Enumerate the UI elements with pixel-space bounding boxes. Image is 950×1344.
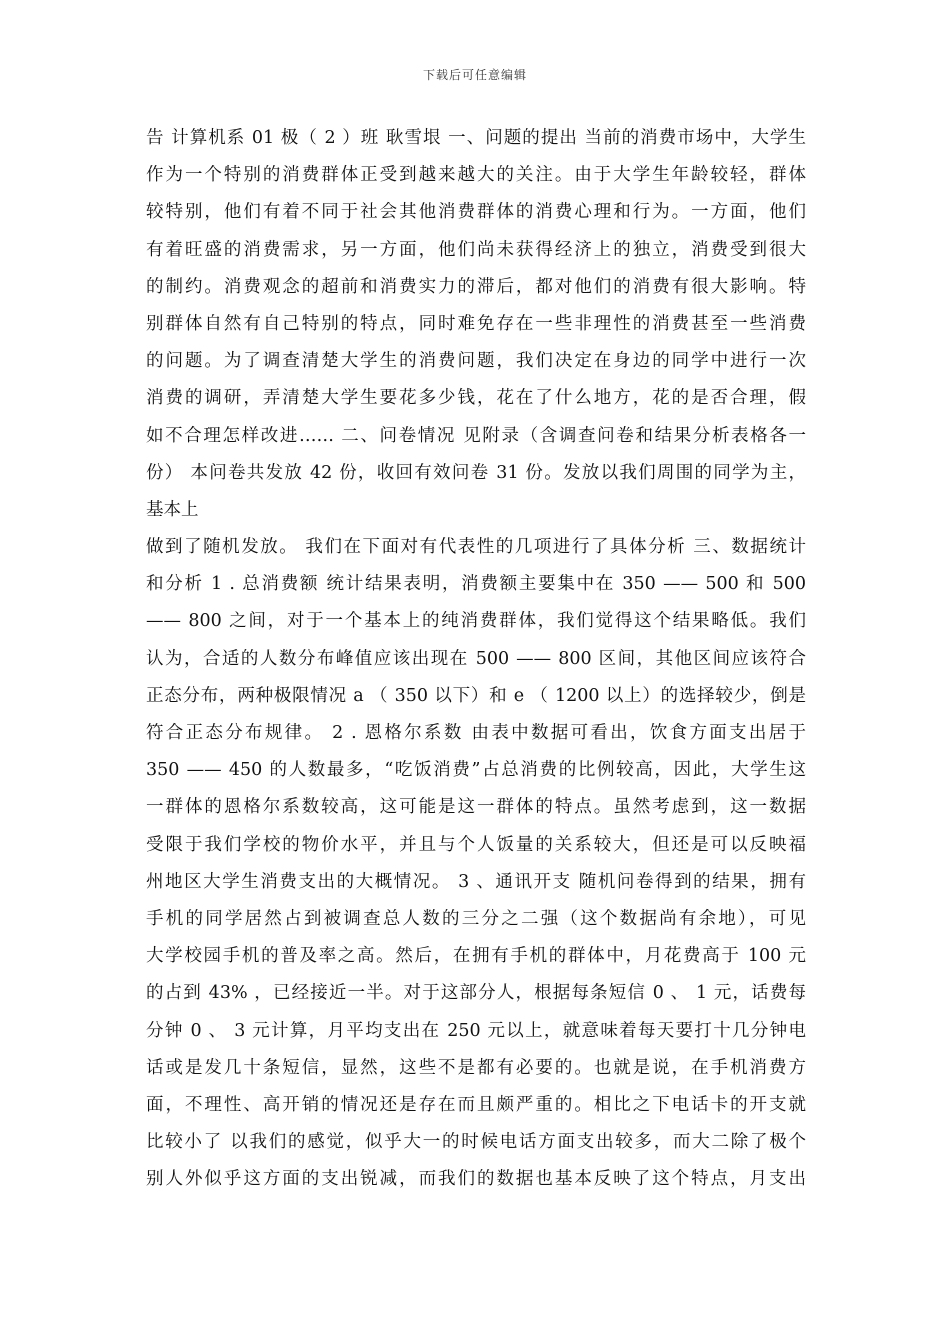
text-line: 比较小了 以我们的感觉，似乎大一的时候电话方面支出较多，而大二除了极个 [146, 1132, 806, 1153]
text-line: 受限于我们学校的物价水平，并且与个人饭量的关系较大，但还是可以反映福 [146, 834, 806, 855]
text-line: 正态分布，两种极限情况 a （ 350 以下）和 e （ 1200 以上）的选择较少，倒是 [146, 685, 806, 706]
text-line: 符合正态分布规律。 2 . 恩格尔系数 由表中数据可看出，饮食方面支出居于 [146, 723, 806, 743]
text-line: 手机的同学居然占到被调查总人数的三分之二强（这个数据尚有余地），可见 [146, 908, 806, 929]
text-line: 的制约。消费观念的超前和消费实力的滞后，都对他们的消费有很大影响。特 [146, 276, 806, 297]
text-line: 有着旺盛的消费需求，另一方面，他们尚未获得经济上的独立，消费受到很大 [146, 239, 806, 260]
text-line: 话或是发几十条短信，显然，这些不是都有必要的。也就是说，在手机消费方 [146, 1057, 806, 1078]
text-line: 的占到 43% ，已经接近一半。对于这部分人，根据每条短信 0 、 1 元，话费每 [146, 983, 806, 1004]
text-line: 和分析 1 . 总消费额 统计结果表明，消费额主要集中在 350 —— 500 和 500 [146, 574, 806, 595]
document-body [146, 120, 806, 1198]
text-line: 的问题。为了调查清楚大学生的消费问题，我们决定在身边的同学中进行一次 [146, 351, 806, 372]
text-line: 告 计算机系 01 极（ 2 ）班 耿雪垠 一、问题的提出 当前的消费市场中，大学生 [146, 128, 806, 148]
text-line: 基本上 [146, 499, 199, 520]
text-line: 如不合理怎样改进…… 二、问卷情况 见附录（含调查问卷和结果分析表格各一 [146, 425, 806, 446]
text-line: 一群体的恩格尔系数较高，这可能是这一群体的特点。虽然考虑到，这一数据 [146, 797, 806, 818]
text-line: 做到了随机发放。 我们在下面对有代表性的几项进行了具体分析 三、数据统计 [146, 537, 806, 558]
text-line: 认为，合适的人数分布峰值应该出现在 500 —— 800 区间，其他区间应该符合 [146, 648, 806, 669]
text-line: 350 —— 450 的人数最多，“吃饭消费”占总消费的比例较高，因此，大学生这 [146, 760, 806, 781]
text-line: —— 800 之间，对于一个基本上的纯消费群体，我们觉得这个结果略低。我们 [146, 611, 806, 632]
text-line: 分钟 0 、 3 元计算，月平均支出在 250 元以上，就意味着每天要打十几分钟电 [146, 1020, 806, 1041]
text-line: 消费的调研，弄清楚大学生要花多少钱，花在了什么地方，花的是否合理，假 [146, 388, 806, 409]
text-line: 州地区大学生消费支出的大概情况。 3 、通讯开支 随机问卷得到的结果，拥有 [146, 871, 806, 892]
page-header-note: 下载后可任意编辑 [422, 68, 527, 82]
text-line: 别人外似乎这方面的支出锐减，而我们的数据也基本反映了这个特点，月支出 [146, 1169, 806, 1190]
text-line: 份） 本问卷共发放 42 份，收回有效问卷 31 份。发放以我们周围的同学为主， [146, 462, 806, 483]
text-line: 较特别，他们有着不同于社会其他消费群体的消费心理和行为。一方面，他们 [146, 202, 806, 223]
text-line: 作为一个特别的消费群体正受到越来越大的关注。由于大学生年龄较轻，群体 [146, 165, 806, 186]
text-line: 面，不理性、高开销的情况还是存在而且颇严重的。相比之下电话卡的开支就 [146, 1094, 806, 1115]
text-line: 别群体自然有自己特别的特点，同时难免存在一些非理性的消费甚至一些消费 [146, 313, 806, 334]
text-line: 大学校园手机的普及率之高。然后，在拥有手机的群体中，月花费高于 100 元 [146, 946, 806, 967]
